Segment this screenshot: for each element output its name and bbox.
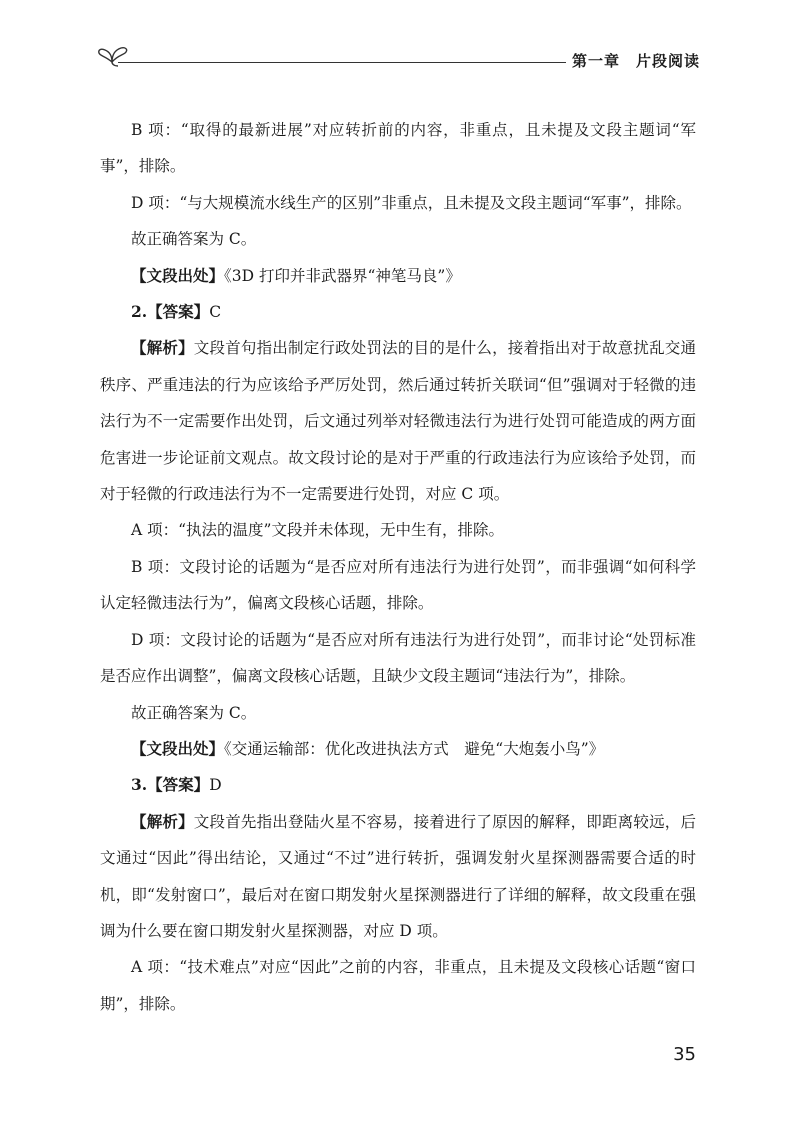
paragraph-text: 《3D 打印并非武器界“神笔马良”》 <box>224 266 461 285</box>
paragraph-text: B 项：文段讨论的话题为“是否应对所有违法行为进行处罚”，而非强调“如何科学认定轻微违法行为”，偏离文段核心话题，排除。 <box>100 557 696 613</box>
answer-content <box>100 112 696 1022</box>
answer-label: 2.【答案】 <box>131 302 210 322</box>
paragraph <box>100 294 696 330</box>
paragraph-text: 故正确答案为 C。 <box>131 703 257 722</box>
paragraph-text: D 项：“与大规模流水线生产的区别”非重点，且未提及文段主题词“军事”，排除。 <box>131 193 692 212</box>
paragraph-text: 《交通运输部：优化改进执法方式 避免“大炮轰小鸟”》 <box>224 739 605 758</box>
paragraph <box>100 767 696 803</box>
source-label: 【文段出处】 <box>131 265 225 285</box>
page-header <box>96 36 700 76</box>
paragraph-text: C <box>209 303 222 322</box>
answer-label: 3.【答案】 <box>131 775 210 795</box>
paragraph-text: D 项：文段讨论的话题为“是否应对所有违法行为进行处罚”，而非讨论“处罚标准是否应作出调整”，偏离文段核心话题，且缺少文段主题词“违法行为”，排除。 <box>100 630 696 686</box>
paragraph <box>100 112 696 185</box>
paragraph-text: A 项：“技术难点”对应“因此”之前的内容，非重点，且未提及文段核心话题“窗口期”，排除。 <box>100 958 696 1013</box>
paragraph <box>100 258 696 294</box>
paragraph-text: 故正确答案为 C。 <box>131 230 257 249</box>
paragraph <box>100 695 696 731</box>
paragraph <box>100 804 696 950</box>
paragraph <box>100 221 696 257</box>
paragraph-text: B 项：“取得的最新进展”对应转折前的内容，非重点，且未提及文段主题词“军事”，排除。 <box>100 121 696 176</box>
paragraph <box>100 185 696 221</box>
paragraph-text: D <box>209 776 222 795</box>
paragraph-text: 文段首句指出制定行政处罚法的目的是什么，接着指出对于故意扰乱交通秩序、严重违法的行为应该给予严厉处罚，然后通过转折关联词“但”强调对于轻微的违法行为不一定需要作出处罚，后文通过列举对轻微违法行为进行处罚可能造成的两方面危害进一步论证前文观点。故文段讨论的是对于严重的行政违法行为应该给予处罚，而对于轻微的行政违法行为不一定需要进行处罚，对应 C 项。 <box>100 339 696 504</box>
analysis-label: 【解析】 <box>131 811 194 831</box>
paragraph <box>100 949 696 1022</box>
paragraph <box>100 549 696 622</box>
analysis-label: 【解析】 <box>131 338 194 358</box>
page-number: 35 <box>673 1044 696 1065</box>
paragraph <box>100 512 696 548</box>
sprout-icon <box>96 36 130 70</box>
paragraph <box>100 731 696 767</box>
paragraph <box>100 330 696 512</box>
source-label: 【文段出处】 <box>131 738 225 758</box>
paragraph-text: 文段首先指出登陆火星不容易，接着进行了原因的解释，即距离较远，后文通过“因此”得出结论，又通过“不过”进行转折，强调发射火星探测器需要合适的时机，即“发射窗口”，最后对在窗口期发射火星探测器进行了详细的解释，故文段重在强调为什么要在窗口期发射火星探测器，对应 D 项。 <box>100 812 696 940</box>
chapter-title: 第一章 片段阅读 <box>571 52 700 70</box>
paragraph <box>100 622 696 695</box>
paragraph-text: A 项：“执法的温度”文段并未体现，无中生有，排除。 <box>131 521 504 540</box>
header-rule <box>118 62 566 63</box>
